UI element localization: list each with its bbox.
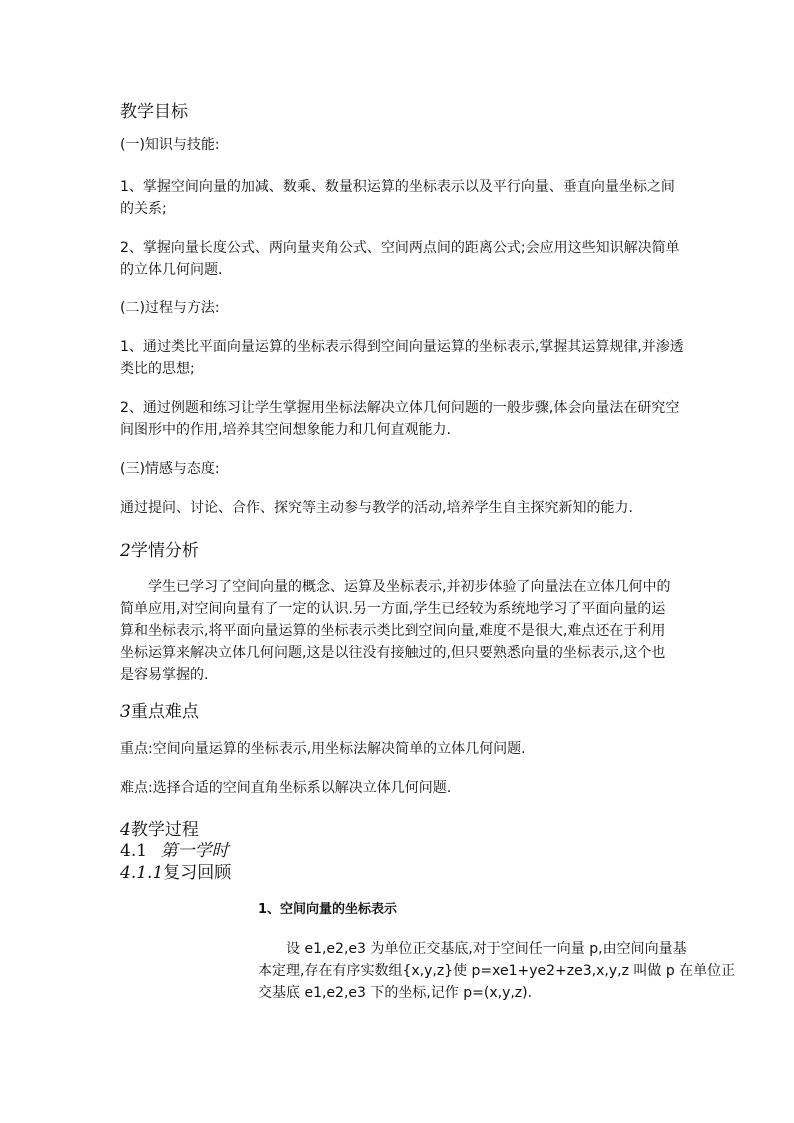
heading-number: 4: [120, 820, 131, 840]
heading-number: 2: [120, 541, 131, 561]
heading-student-analysis: [120, 536, 199, 561]
item-process-1-line2: 类比的思想;: [120, 361, 195, 377]
subheading-text: 第一学时: [160, 841, 229, 861]
item-process-2-line2: 间图形中的作用,培养其空间想象能力和几何直观能力.: [120, 422, 451, 438]
item-knowledge-1-line1: 1、掌握空间向量的加减、数乘、数量积运算的坐标表示以及平行向量、垂直向量坐标之间: [120, 179, 675, 195]
analysis-line2: 简单应用,对空间向量有了一定的认识.另一方面,学生已经较为系统地学习了平面向量的运: [120, 601, 666, 617]
subheading-number: 4.1: [120, 841, 148, 861]
box-line1: 设 e1,e2,e3 为单位正交基底,对于空间任一向量 p,由空间向量基: [286, 941, 687, 957]
heading-teaching-goals: 教学目标: [120, 102, 188, 122]
item-process-1-line1: 1、通过类比平面向量运算的坐标表示得到空间向量运算的坐标表示,掌握其运算规律,并渗透: [120, 339, 684, 355]
section-title-process-method: (二)过程与方法:: [120, 300, 220, 316]
subheading-text: 复习回顾: [163, 863, 232, 883]
subheading-review: [120, 858, 231, 883]
box-line3: 交基底 e1,e2,e3 下的坐标,记作 p=(x,y,z).: [258, 985, 533, 1001]
heading-text: 教学过程: [130, 820, 199, 840]
heading-number: 3: [120, 702, 131, 722]
box-title: 1、空间向量的坐标表示: [258, 902, 398, 917]
heading-key-difficult: [120, 697, 199, 722]
item-process-2-line1: 2、通过例题和练习让学生掌握用坐标法解决立体几何问题的一般步骤,体会向量法在研究空: [120, 400, 680, 416]
item-knowledge-2-line1: 2、掌握向量长度公式、两向量夹角公式、空间两点间的距离公式;会应用这些知识解决简单: [120, 240, 680, 256]
section-title-knowledge-skills: (一)知识与技能:: [120, 137, 220, 153]
item-knowledge-1-line2: 的关系;: [120, 201, 167, 217]
box-line2: 本定理,存在有序实数组{x,y,z}使 p=xe1+ye2+ze3,x,y,z 叫做 p 在单位正: [258, 963, 736, 979]
analysis-line1: 学生已学习了空间向量的概念、运算及坐标表示,并初步体验了向量法在立体几何中的: [148, 579, 671, 595]
analysis-line4: 坐标运算来解决立体几何问题,这是以往没有接触过的,但只要熟悉向量的坐标表示,这个也: [120, 645, 666, 661]
difficult-point-text: 难点:选择合适的空间直角坐标系以解决立体几何问题.: [120, 780, 452, 796]
analysis-line5: 是容易掌握的.: [120, 667, 209, 683]
subheading-number: 4.1.1: [120, 863, 164, 883]
section-title-emotion-attitude: (三)情感与态度:: [120, 461, 220, 477]
key-point-text: 重点:空间向量运算的坐标表示,用坐标法解决简单的立体几何问题.: [120, 741, 526, 757]
heading-text: 重点难点: [130, 702, 199, 722]
item-emotion-line1: 通过提问、讨论、合作、探究等主动参与教学的活动,培养学生自主探究新知的能力.: [120, 500, 633, 516]
heading-text: 学情分析: [130, 541, 199, 561]
item-knowledge-2-line2: 的立体几何问题.: [120, 262, 223, 278]
analysis-line3: 算和坐标表示,将平面向量运算的坐标表示类比到空间向量,难度不是很大,难点还在于利用: [120, 623, 666, 639]
